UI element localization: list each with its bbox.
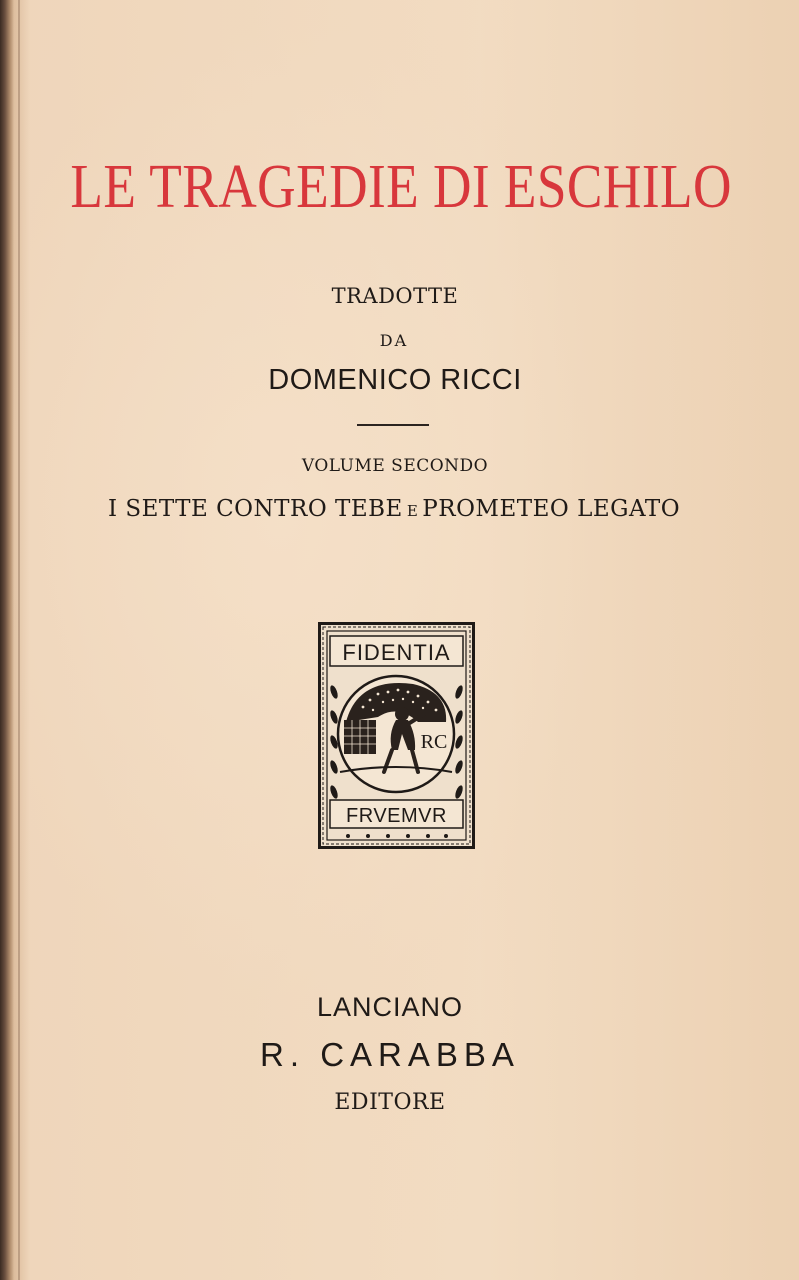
publication-city: LANCIANO — [316, 992, 464, 1022]
second-tragedy: PROMETEO LEGATO — [422, 496, 681, 522]
divider-rule — [357, 424, 429, 426]
conjunction: E — [406, 502, 419, 520]
publisher-name: R. CARABBA — [260, 1036, 520, 1073]
by-label: DA — [379, 331, 409, 350]
mark-monogram: RC — [420, 731, 448, 753]
contents-line — [0, 496, 788, 522]
translated-label: TRADOTTE — [331, 284, 459, 308]
book-title: LE TRAGEDIE DI ESCHILO — [70, 153, 732, 221]
book-spine-shadow — [0, 0, 14, 1280]
mark-bottom-text: FRVEMVR — [346, 805, 447, 827]
first-tragedy: I SETTE CONTRO TEBE — [107, 496, 403, 522]
page-edge-line — [18, 0, 20, 1280]
publisher-role: EDITORE — [334, 1090, 446, 1115]
translator-name: DOMENICO RICCI — [268, 364, 522, 396]
volume-label: VOLUME SECONDO — [301, 456, 489, 476]
printers-mark — [318, 622, 475, 849]
mark-top-text: FIDENTIA — [342, 640, 451, 665]
